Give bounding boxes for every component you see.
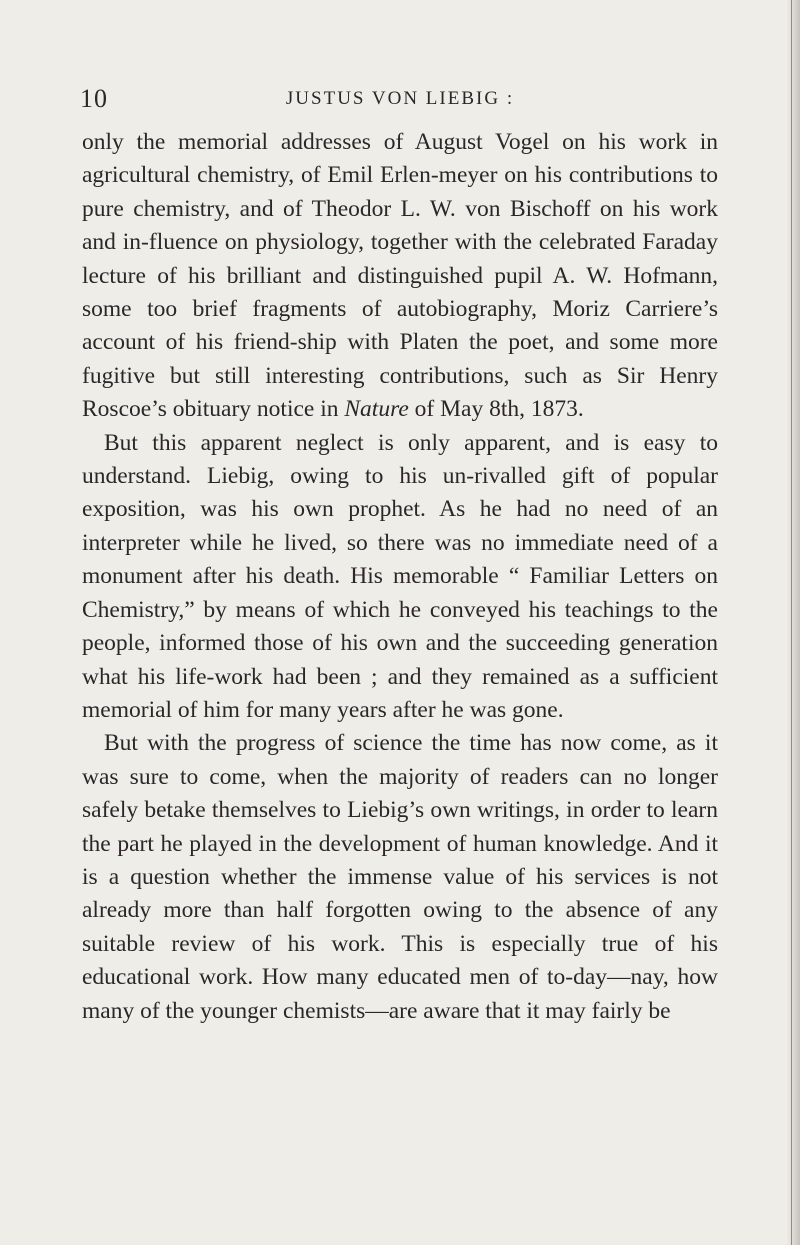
running-head: JUSTUS VON LIEBIG : [285, 88, 515, 109]
page-header [80, 84, 720, 114]
journal-title-nature: Nature [344, 396, 409, 423]
paragraph-1-text-end: of May 8th, 1873. [408, 396, 584, 423]
paragraph-2: But this apparent neglect is only apparent, and is easy to understand. Liebig, owing to his un-rivalled gift of popular exposition, was his own prophet. As he had no need of an interpreter while he lived, so there was no immediate need of a monument after his death. His memorable “ Familiar Letters on Chemistry,” by means of which he conveyed his teachings to the people, informed those of his own and the succeeding generation what his life-work had been ; and they remained as a sufficient memorial of him for many years after he was gone. [82, 429, 718, 723]
paragraph-1 [82, 126, 718, 427]
paragraph-3: But with the progress of science the time has now come, as it was sure to come, when the majority of readers can no longer safely betake themselves to Liebig’s own writings, in order to learn the part he played in the development of human knowledge. And it is a question whether the immense value of his services is not already more than half forgotten owing to the absence of any suitable review of his work. This is especially true of his educational work. How many educated men of to-day—nay, how many of the younger chemists—are aware that it may fairly be [82, 730, 718, 1024]
paragraph-1-text: only the memorial addresses of August Vogel on his work in agricultural chemistry, of Emil Erlen-meyer on his contributions to pure chemistry, and of Theodor L. W. von Bischoff on his work and in-fluence on physiology, together with the celebrated Faraday lecture of his brilliant and distinguished pupil A. W. Hofmann, some too brief fragments of autobiography, Moriz Carriere’s account of his friend-ship with Platen the poet, and some more fugitive but still interesting contributions, such as Sir Henry Roscoe’s obituary notice in [82, 129, 718, 423]
page-edge-line [791, 0, 792, 1245]
body-text [82, 126, 718, 1028]
page-edge-shadow [786, 0, 800, 1245]
page-number: 10 [80, 84, 108, 113]
